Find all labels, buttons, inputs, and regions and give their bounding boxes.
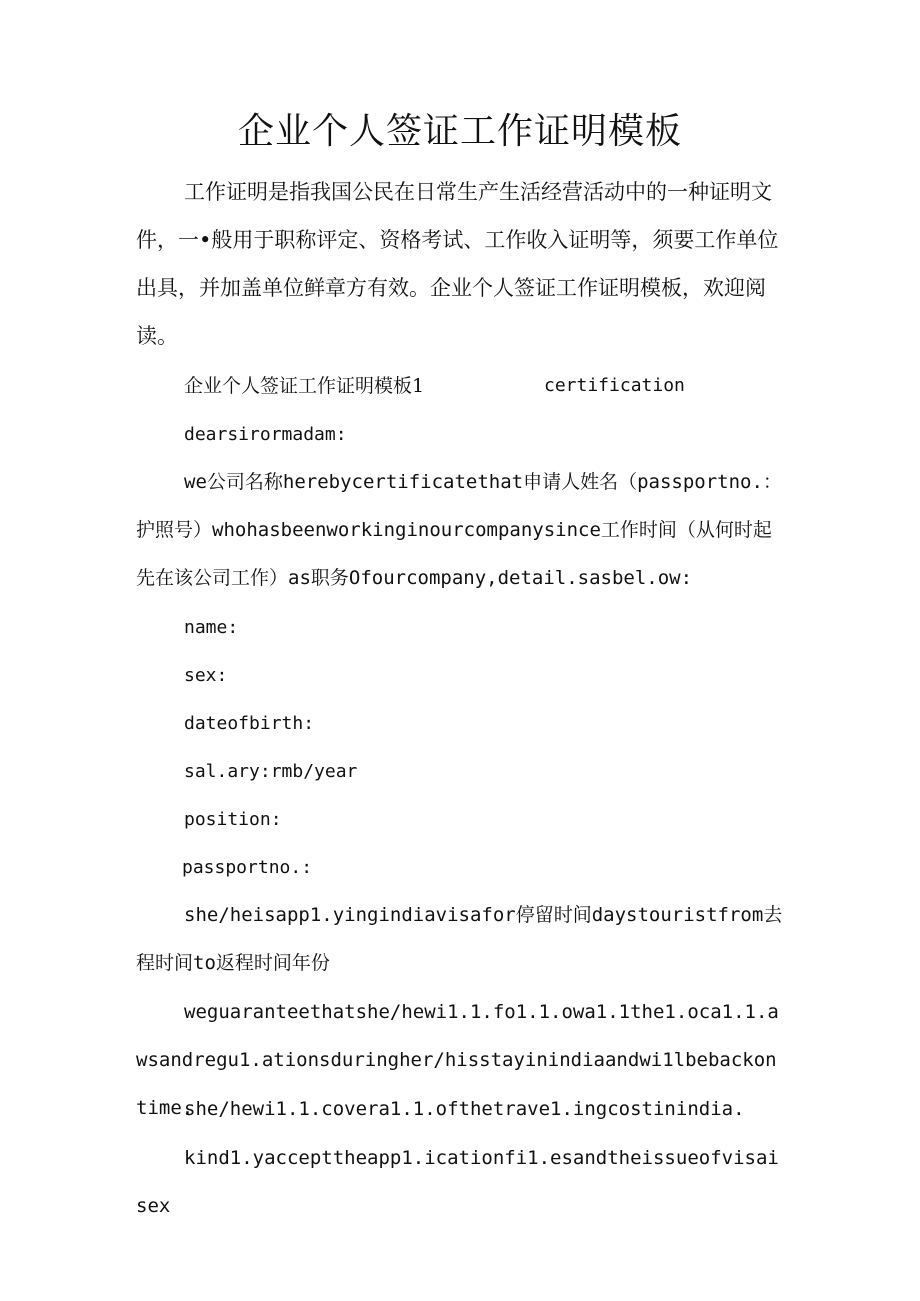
- field-sex: sex:: [184, 665, 228, 686]
- field-date-of-birth: dateofbirth:: [184, 713, 315, 734]
- paragraph-acceptance: kind1.yaccepttheapp1.icationfi1.esandtheissueofvisaisex: [136, 1147, 779, 1217]
- field-salary: sal.ary:rmb/year: [184, 761, 358, 782]
- field-passport-number: passportno.:: [182, 857, 313, 878]
- paragraph-company-certification: we公司名称herebycertificatethat申请人姓名（passportno.：护照号）whohasbeenworkinginourcompanysince工作时间（从何时起先在该公司工作）as职务Ofourcompany,detail.sasbel.ow:: [136, 471, 782, 589]
- paragraph-guarantee: weguaranteethatshe/hewi1.1.fo1.1.owa1.1the1.oca1.1.awsandregu1.ationsduringher/hisstayinindiaandwi1lbebackontime.: [136, 1001, 779, 1119]
- intro-paragraph: 工作证明是指我国公民在日常生产生活经营活动中的一种证明文件，一•般用于职称评定、资格考试、工作收入证明等，须要工作单位出具，并加盖单位鲜章方有效。企业个人签证工作证明模板，欢迎阅读。: [136, 180, 779, 348]
- section-heading-en: certification: [544, 375, 685, 396]
- field-name: name:: [184, 617, 239, 638]
- paragraph-travel-cost: she/hewi1.1.covera1.1.ofthetrave1.ingcostinindia.: [184, 1098, 745, 1120]
- field-position: position:: [184, 809, 282, 830]
- paragraph-visa-application: she/heisapp1.yingindiavisafor停留时间daystouristfrom去程时间to返程时间年份: [136, 904, 783, 974]
- document-title: 企业个人签证工作证明模板: [237, 111, 682, 152]
- salutation: dearsirormadam:: [184, 424, 347, 445]
- section-heading: 企业个人签证工作证明模板1: [184, 375, 425, 397]
